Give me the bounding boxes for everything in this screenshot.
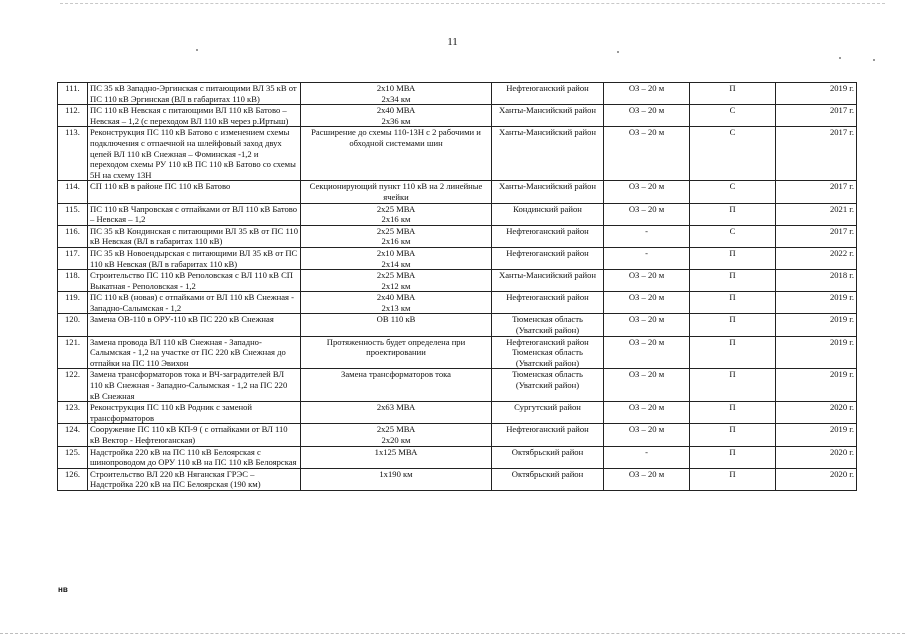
row-number-cell: 121. xyxy=(58,336,88,369)
object-name-cell: Реконструкция ПС 110 кВ Родник с заменой трансформаторов xyxy=(88,402,301,424)
status-code-cell: П xyxy=(690,83,776,105)
capacity-cell: 2х63 МВА xyxy=(301,402,492,424)
table-row xyxy=(58,402,857,424)
protection-zone-cell: ОЗ – 20 м xyxy=(604,127,690,181)
location-cell: Октябрьский район xyxy=(492,446,604,468)
scan-speck xyxy=(196,49,198,51)
completion-year-cell: 2019 г. xyxy=(776,424,857,446)
table-row xyxy=(58,203,857,225)
table-row xyxy=(58,424,857,446)
status-code-cell: П xyxy=(690,336,776,369)
scan-edge-top xyxy=(60,3,885,4)
object-name-cell: Замена трансформаторов тока и ВЧ-заградителей ВЛ 110 кВ Снежная - Западно-Салымская - 1,2 на ПС 220 кВ Снежная xyxy=(88,369,301,402)
protection-zone-cell: ОЗ – 20 м xyxy=(604,105,690,127)
status-code-cell: П xyxy=(690,402,776,424)
capacity-cell: Протяженность будет определена при проектировании xyxy=(301,336,492,369)
location-cell: Сургутский район xyxy=(492,402,604,424)
completion-year-cell: 2017 г. xyxy=(776,181,857,203)
completion-year-cell: 2017 г. xyxy=(776,127,857,181)
row-number-cell: 112. xyxy=(58,105,88,127)
status-code-cell: П xyxy=(690,446,776,468)
protection-zone-cell: ОЗ – 20 м xyxy=(604,203,690,225)
capacity-cell: 2х10 МВА 2х34 км xyxy=(301,83,492,105)
row-number-cell: 111. xyxy=(58,83,88,105)
object-name-cell: Строительство ВЛ 220 кВ Няганская ГРЭС – Надстройка 220 кВ на ПС Белоярская (190 км) xyxy=(88,468,301,490)
object-name-cell: Замена ОВ-110 в ОРУ-110 кВ ПС 220 кВ Снежная xyxy=(88,314,301,336)
row-number-cell: 126. xyxy=(58,468,88,490)
row-number-cell: 113. xyxy=(58,127,88,181)
capacity-cell: 2х10 МВА 2х14 км xyxy=(301,247,492,269)
protection-zone-cell: ОЗ – 20 м xyxy=(604,292,690,314)
scan-speck xyxy=(617,51,619,53)
location-cell: Ханты-Мансийский район xyxy=(492,127,604,181)
status-code-cell: П xyxy=(690,203,776,225)
location-cell: Ханты-Мансийский район xyxy=(492,270,604,292)
status-code-cell: П xyxy=(690,424,776,446)
location-cell: Нефтеюганский район xyxy=(492,292,604,314)
capacity-cell: Расширение до схемы 110-13Н с 2 рабочими и обходной системами шин xyxy=(301,127,492,181)
completion-year-cell: 2018 г. xyxy=(776,270,857,292)
table-row xyxy=(58,468,857,490)
status-code-cell: П xyxy=(690,468,776,490)
protection-zone-cell: - xyxy=(604,446,690,468)
location-cell: Нефтеюганский район Тюменская область (Уватский район) xyxy=(492,336,604,369)
capacity-cell: 2х25 МВА 2х20 км xyxy=(301,424,492,446)
location-cell: Кондинский район xyxy=(492,203,604,225)
row-number-cell: 125. xyxy=(58,446,88,468)
table-row xyxy=(58,225,857,247)
projects-table xyxy=(57,82,857,491)
completion-year-cell: 2019 г. xyxy=(776,83,857,105)
row-number-cell: 115. xyxy=(58,203,88,225)
table-row xyxy=(58,83,857,105)
object-name-cell: СП 110 кВ в районе ПС 110 кВ Батово xyxy=(88,181,301,203)
capacity-cell: 1х125 МВА xyxy=(301,446,492,468)
table-row xyxy=(58,105,857,127)
status-code-cell: П xyxy=(690,292,776,314)
protection-zone-cell: ОЗ – 20 м xyxy=(604,181,690,203)
row-number-cell: 114. xyxy=(58,181,88,203)
object-name-cell: Строительство ПС 110 кВ Реполовская с ВЛ 110 кВ СП Выкатная - Реполовская - 1,2 xyxy=(88,270,301,292)
status-code-cell: П xyxy=(690,369,776,402)
location-cell: Нефтеюганский район xyxy=(492,247,604,269)
protection-zone-cell: - xyxy=(604,225,690,247)
location-cell: Ханты-Мансийский район xyxy=(492,181,604,203)
completion-year-cell: 2020 г. xyxy=(776,446,857,468)
status-code-cell: С xyxy=(690,225,776,247)
object-name-cell: ПС 35 кВ Кондинская с питающими ВЛ 35 кВ от ПС 110 кВ Невская (ВЛ в габаритах 110 кВ) xyxy=(88,225,301,247)
object-name-cell: Надстройка 220 кВ на ПС 110 кВ Белоярская с шинопроводом до ОРУ 110 кВ на ПС 110 кВ Белоярская xyxy=(88,446,301,468)
protection-zone-cell: ОЗ – 20 м xyxy=(604,83,690,105)
row-number-cell: 123. xyxy=(58,402,88,424)
completion-year-cell: 2020 г. xyxy=(776,402,857,424)
table-row xyxy=(58,181,857,203)
protection-zone-cell: ОЗ – 20 м xyxy=(604,336,690,369)
capacity-cell: Замена трансформаторов тока xyxy=(301,369,492,402)
location-cell: Ханты-Мансийский район xyxy=(492,105,604,127)
location-cell: Нефтеюганский район xyxy=(492,424,604,446)
completion-year-cell: 2017 г. xyxy=(776,105,857,127)
status-code-cell: С xyxy=(690,181,776,203)
status-code-cell: П xyxy=(690,270,776,292)
row-number-cell: 119. xyxy=(58,292,88,314)
object-name-cell: ПС 35 кВ Новоендырская с питающими ВЛ 35 кВ от ПС 110 кВ Невская (ВЛ в габаритах 110 кВ) xyxy=(88,247,301,269)
object-name-cell: Реконструкция ПС 110 кВ Батово с изменением схемы подключения с отпаечной на шлейфовый заход двух цепей ВЛ 110 кВ Снежная – Фоминская -1,2 и переходом схемы РУ 110 кВ ПС 110 кВ Батово со схемы 5Н на схему 13Н xyxy=(88,127,301,181)
table-row xyxy=(58,127,857,181)
completion-year-cell: 2019 г. xyxy=(776,369,857,402)
capacity-cell: 2х25 МВА 2х12 км xyxy=(301,270,492,292)
object-name-cell: Замена провода ВЛ 110 кВ Снежная - Западно-Салымская - 1,2 на участке от ПС 220 кВ Снежная до отпайки на ПС 110 Эвихон xyxy=(88,336,301,369)
completion-year-cell: 2019 г. xyxy=(776,292,857,314)
status-code-cell: С xyxy=(690,105,776,127)
location-cell: Нефтеюганский район xyxy=(492,83,604,105)
object-name-cell: ПС 110 кВ (новая) с отпайками от ВЛ 110 кВ Снежная - Западно-Салымская - 1,2 xyxy=(88,292,301,314)
location-cell: Нефтеюганский район xyxy=(492,225,604,247)
capacity-cell: 2х25 МВА 2х16 км xyxy=(301,225,492,247)
capacity-cell: 1х190 км xyxy=(301,468,492,490)
page-number: 11 xyxy=(447,36,458,48)
protection-zone-cell: ОЗ – 20 м xyxy=(604,468,690,490)
row-number-cell: 116. xyxy=(58,225,88,247)
footer-mark: нв xyxy=(58,585,68,594)
status-code-cell: С xyxy=(690,127,776,181)
capacity-cell: 2х40 МВА 2х13 км xyxy=(301,292,492,314)
table-row xyxy=(58,336,857,369)
table-row xyxy=(58,314,857,336)
row-number-cell: 120. xyxy=(58,314,88,336)
completion-year-cell: 2022 г. xyxy=(776,247,857,269)
object-name-cell: ПС 35 кВ Западно-Эргинская с питающими ВЛ 35 кВ от ПС 110 кВ Эргинская (ВЛ в габаритах 110 кВ) xyxy=(88,83,301,105)
row-number-cell: 122. xyxy=(58,369,88,402)
completion-year-cell: 2019 г. xyxy=(776,336,857,369)
table-row xyxy=(58,247,857,269)
capacity-cell: ОВ 110 кВ xyxy=(301,314,492,336)
capacity-cell: 2х25 МВА 2х16 км xyxy=(301,203,492,225)
completion-year-cell: 2021 г. xyxy=(776,203,857,225)
scan-edge-bottom xyxy=(0,633,905,634)
completion-year-cell: 2020 г. xyxy=(776,468,857,490)
table-row xyxy=(58,292,857,314)
table-row xyxy=(58,270,857,292)
table-row xyxy=(58,369,857,402)
capacity-cell: 2х40 МВА 2х36 км xyxy=(301,105,492,127)
protection-zone-cell: ОЗ – 20 м xyxy=(604,369,690,402)
protection-zone-cell: ОЗ – 20 м xyxy=(604,424,690,446)
table-row xyxy=(58,446,857,468)
object-name-cell: ПС 110 кВ Чапровская с отпайками от ВЛ 110 кВ Батово – Невская – 1,2 xyxy=(88,203,301,225)
row-number-cell: 117. xyxy=(58,247,88,269)
protection-zone-cell: ОЗ – 20 м xyxy=(604,270,690,292)
scan-speck xyxy=(839,57,841,59)
status-code-cell: П xyxy=(690,247,776,269)
completion-year-cell: 2017 г. xyxy=(776,225,857,247)
row-number-cell: 124. xyxy=(58,424,88,446)
capacity-cell: Секционирующий пункт 110 кВ на 2 линейные ячейки xyxy=(301,181,492,203)
object-name-cell: ПС 110 кВ Невская с питающими ВЛ 110 кВ Батово – Невская – 1,2 (с переходом ВЛ 110 кВ через р.Иртыш) xyxy=(88,105,301,127)
location-cell: Октябрьский район xyxy=(492,468,604,490)
object-name-cell: Сооружение ПС 110 кВ КП-9 ( с отпайками от ВЛ 110 кВ Вектор - Нефтеюганская) xyxy=(88,424,301,446)
location-cell: Тюменская область (Уватский район) xyxy=(492,314,604,336)
protection-zone-cell: ОЗ – 20 м xyxy=(604,314,690,336)
protection-zone-cell: - xyxy=(604,247,690,269)
scan-speck xyxy=(873,59,875,61)
location-cell: Тюменская область (Уватский район) xyxy=(492,369,604,402)
completion-year-cell: 2019 г. xyxy=(776,314,857,336)
row-number-cell: 118. xyxy=(58,270,88,292)
status-code-cell: П xyxy=(690,314,776,336)
protection-zone-cell: ОЗ – 20 м xyxy=(604,402,690,424)
